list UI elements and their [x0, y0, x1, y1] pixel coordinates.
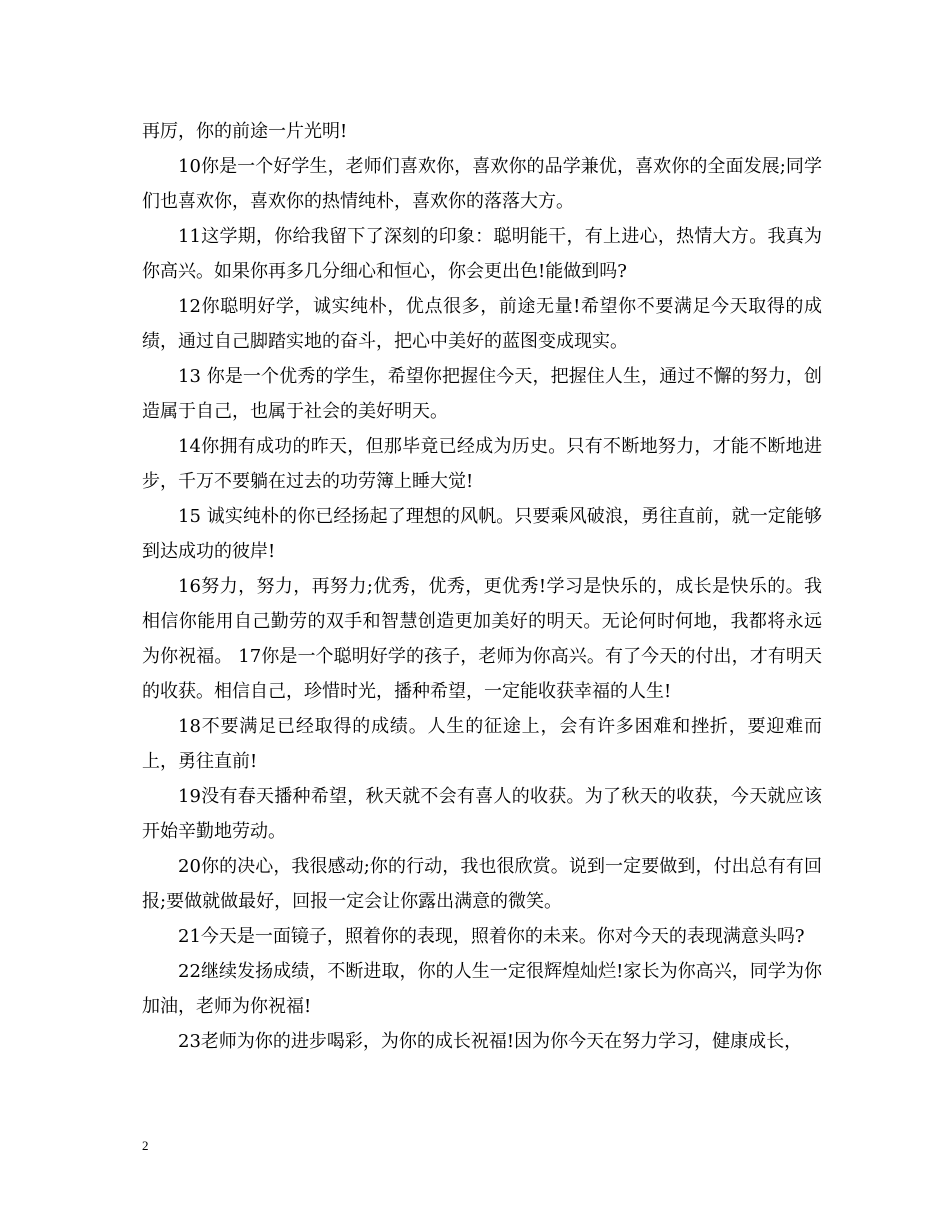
paragraph: 11这学期，你给我留下了深刻的印象：聪明能干，有上进心，热情大方。我真为你高兴。如果你再多几分细心和恒心，你会更出色!能做到吗?	[142, 226, 822, 282]
paragraph: 21今天是一面镜子，照着你的表现，照着你的未来。你对今天的表现满意头吗?	[178, 926, 805, 947]
paragraph: 23老师为你的进步喝彩，为你的成长祝福!因为你今天在努力学习，健康成长，	[178, 1031, 803, 1052]
paragraph: 14你拥有成功的昨天，但那毕竟已经成为历史。只有不断地努力，才能不断地进步，千万不要躺在过去的功劳簿上睡大觉!	[142, 436, 822, 492]
page-number: 2	[142, 1138, 149, 1153]
paragraph: 19没有春天播种希望，秋天就不会有喜人的收获。为了秋天的收获，今天就应该开始辛勤地劳动。	[142, 786, 822, 842]
paragraph: 15 诚实纯朴的你已经扬起了理想的风帆。只要乘风破浪，勇往直前，就一定能够到达成功的彼岸!	[142, 506, 822, 562]
paragraph: 13 你是一个优秀的学生，希望你把握住今天，把握住人生，通过不懈的努力，创造属于自己，也属于社会的美好明天。	[142, 366, 822, 422]
paragraph: 12你聪明好学，诚实纯朴，优点很多，前途无量!希望你不要满足今天取得的成绩，通过自己脚踏实地的奋斗，把心中美好的蓝图变成现实。	[142, 296, 822, 352]
paragraph: 22继续发扬成绩，不断进取，你的人生一定很辉煌灿烂!家长为你高兴，同学为你加油，老师为你祝福!	[142, 961, 822, 1017]
paragraph: 再厉，你的前途一片光明!	[142, 121, 348, 142]
document-body	[142, 114, 822, 1059]
paragraph: 10你是一个好学生，老师们喜欢你，喜欢你的品学兼优，喜欢你的全面发展;同学们也喜欢你，喜欢你的热情纯朴，喜欢你的落落大方。	[142, 156, 822, 212]
paragraph: 16努力，努力，再努力;优秀，优秀，更优秀!学习是快乐的，成长是快乐的。我相信你能用自己勤劳的双手和智慧创造更加美好的明天。无论何时何地，我都将永远为你祝福。 17你是一个聪明好学的孩子，老师为你高兴。有了今天的付出，才有明天的收获。相信自己，珍惜时光，播种希望，一定能收获幸福的人生!	[142, 576, 822, 702]
paragraph: 18不要满足已经取得的成绩。人生的征途上，会有许多困难和挫折，要迎难而上，勇往直前!	[142, 716, 822, 772]
paragraph: 20你的决心，我很感动;你的行动，我也很欣赏。说到一定要做到，付出总有有回报;要做就做最好，回报一定会让你露出满意的微笑。	[142, 856, 822, 912]
